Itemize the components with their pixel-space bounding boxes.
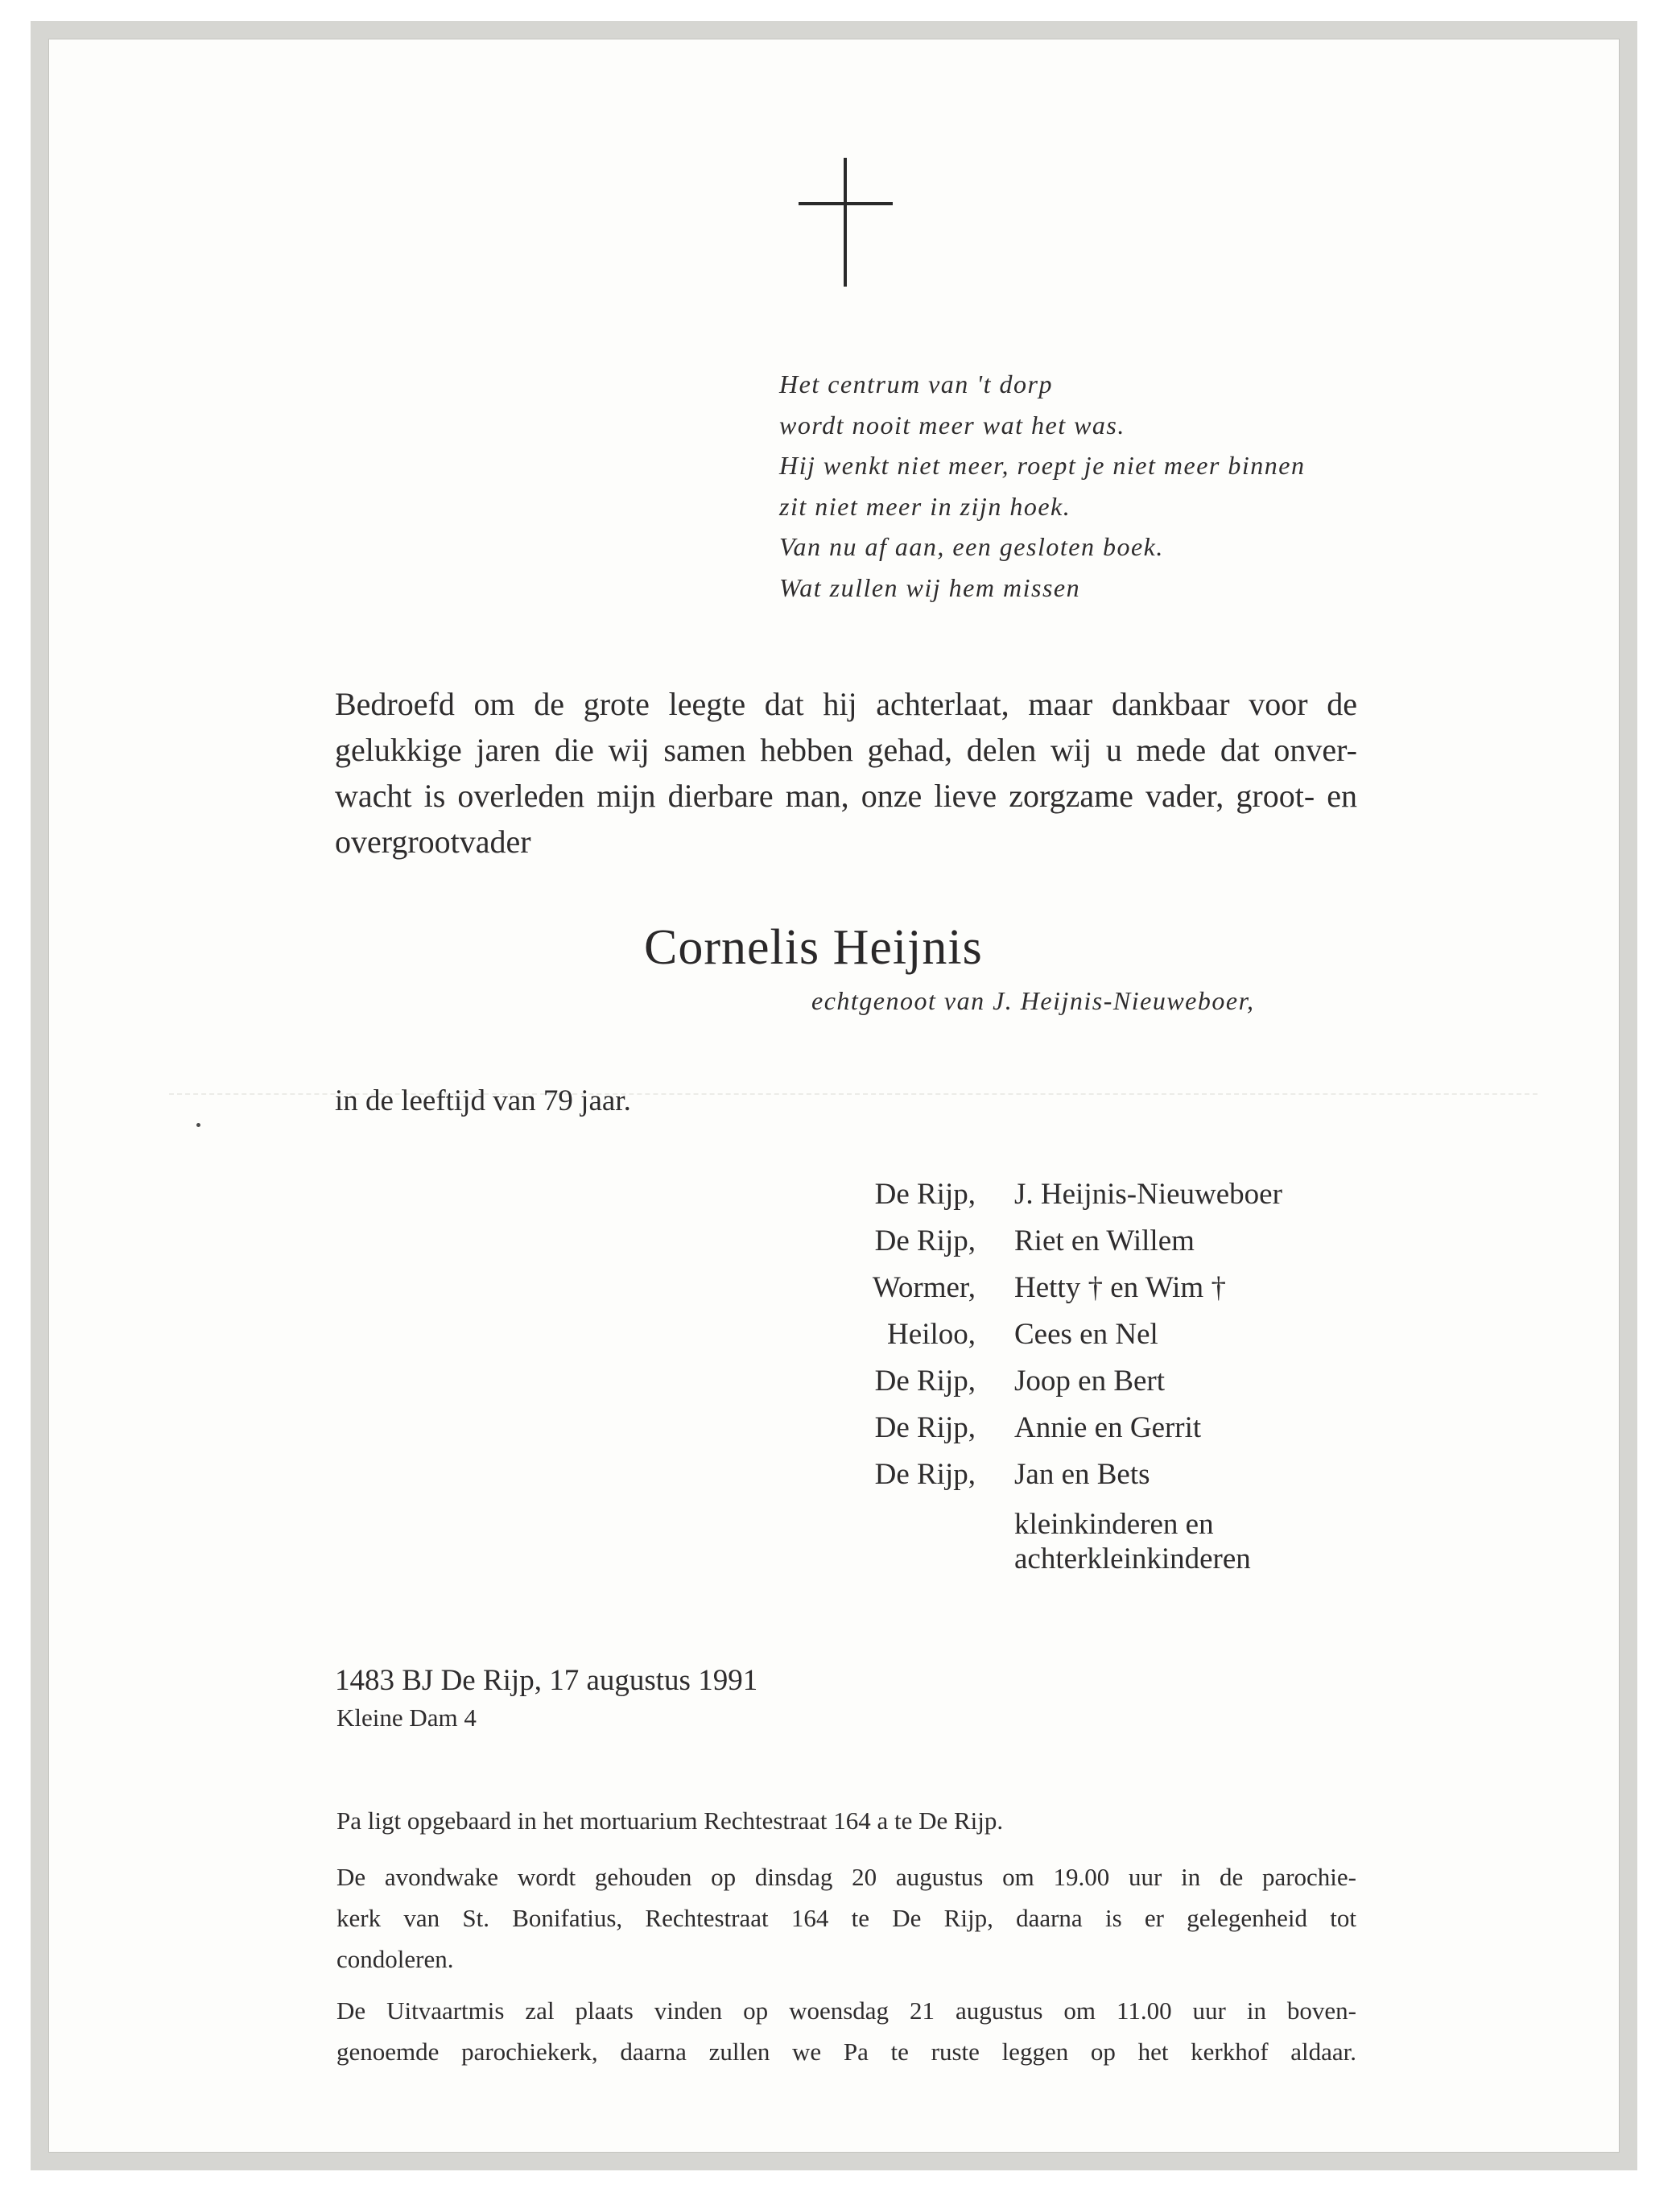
family-row (789, 1410, 1352, 1457)
info-line: genoemde parochiekerk, daarna zullen we Pa te ruste leggen op het kerkhof aldaar. (336, 2038, 1356, 2066)
family-names: Hetty † en Wim † (1014, 1271, 1226, 1304)
family-list (789, 1177, 1352, 1504)
family-row (789, 1457, 1352, 1504)
info-line: Pa ligt opgebaard in het mortuarium Rechtestraat 164 a te De Rijp. (336, 1806, 1004, 1835)
cross-horizontal-bar (799, 202, 893, 205)
grandchildren-note (1014, 1507, 1251, 1576)
family-row (789, 1317, 1352, 1364)
family-row (789, 1177, 1352, 1224)
announcement-line: overgrootvader (335, 824, 531, 860)
info-laid-out (336, 1800, 1356, 1841)
info-line: condoleren. (336, 1945, 454, 1973)
address-street-line: Kleine Dam 4 (336, 1703, 477, 1732)
family-row (789, 1270, 1352, 1317)
family-place: De Rijp, (874, 1178, 976, 1211)
announcement-line: gelukkige jaren die wij samen hebben gehad, delen wij u mede dat onver- (335, 732, 1357, 768)
mourning-card (31, 21, 1637, 2170)
family-names: Cees en Nel (1014, 1318, 1158, 1351)
deceased-name: Cornelis Heijnis (644, 920, 983, 975)
family-place: De Rijp, (874, 1365, 976, 1398)
cross-vertical-bar (844, 158, 847, 287)
poem (779, 364, 1391, 608)
poem-line: zit niet meer in zijn hoek. (779, 491, 1071, 521)
info-line: De Uitvaartmis zal plaats vinden op woensdag 21 augustus om 11.00 uur in boven- (336, 1996, 1356, 2025)
family-names: Joop en Bert (1014, 1365, 1166, 1398)
info-line: De avondwake wordt gehouden op dinsdag 20 augustus om 19.00 uur in de parochie- (336, 1863, 1356, 1891)
announcement-paragraph (335, 681, 1357, 865)
poem-line: Het centrum van 't dorp (779, 370, 1053, 398)
family-names: Jan en Bets (1014, 1458, 1150, 1491)
announcement-line: wacht is overleden mijn dierbare man, onze lieve zorgzame vader, groot- en (335, 778, 1357, 814)
family-place: De Rijp, (874, 1224, 976, 1257)
family-row (789, 1224, 1352, 1270)
spouse-line: echtgenoot van J. Heijnis-Nieuweboer, (811, 986, 1255, 1015)
poem-line: Hij wenkt niet meer, roept je niet meer binnen (779, 451, 1306, 480)
grandchildren-line: kleinkinderen en (1014, 1508, 1214, 1541)
poem-line: wordt nooit meer wat het was. (779, 410, 1125, 440)
family-names: Annie en Gerrit (1014, 1411, 1202, 1444)
announcement-line: Bedroefd om de grote leegte dat hij achterlaat, maar dankbaar voor de (335, 686, 1357, 722)
family-place: Wormer, (872, 1271, 976, 1304)
info-vigil (336, 1856, 1356, 1980)
grandchildren-line: achterkleinkinderen (1014, 1542, 1251, 1575)
info-line: kerk van St. Bonifatius, Rechtestraat 164 te De Rijp, daarna is er gelegenheid tot (336, 1904, 1356, 1932)
family-place: De Rijp, (874, 1458, 976, 1491)
info-funeral-mass (336, 1990, 1356, 2072)
address-date-line: 1483 BJ De Rijp, 17 augustus 1991 (335, 1664, 758, 1697)
poem-line: Van nu af aan, een gesloten boek. (779, 532, 1164, 561)
family-row (789, 1364, 1352, 1410)
family-names: J. Heijnis-Nieuweboer (1014, 1178, 1282, 1211)
family-place: De Rijp, (874, 1411, 976, 1444)
paper-speck (196, 1123, 200, 1127)
family-place: Heiloo, (887, 1318, 976, 1351)
poem-line: Wat zullen wij hem missen (779, 572, 1081, 602)
age-line: in de leeftijd van 79 jaar. (335, 1084, 631, 1117)
family-names: Riet en Willem (1014, 1224, 1195, 1257)
